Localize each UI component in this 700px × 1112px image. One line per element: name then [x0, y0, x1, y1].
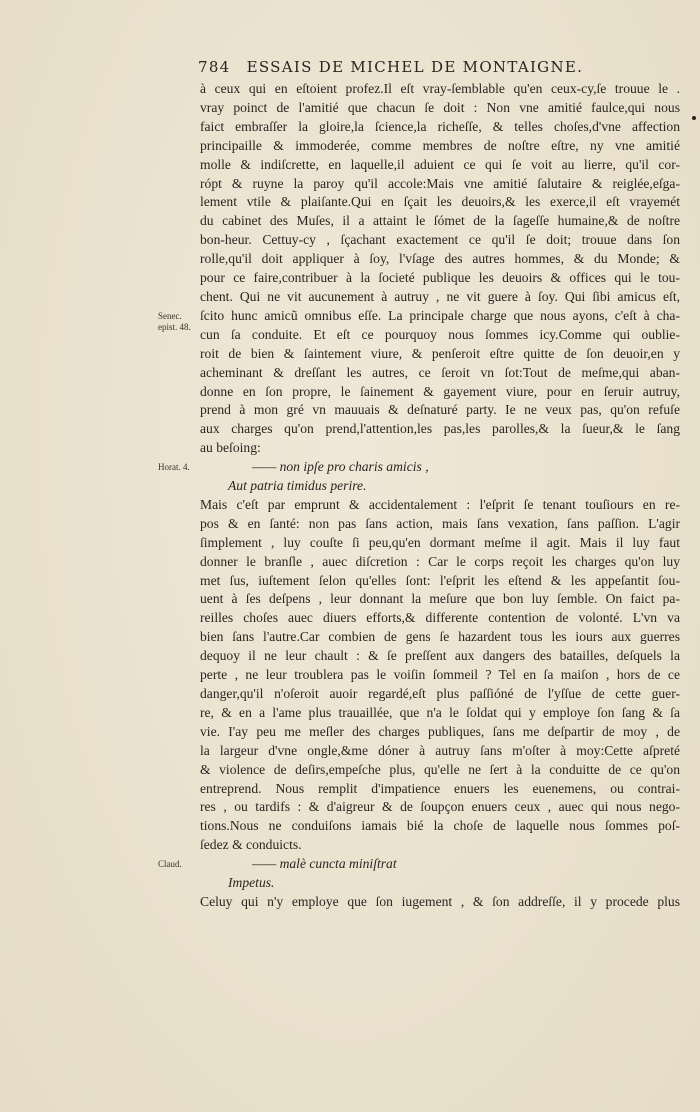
text-line: principaille & immoderée, comme membres de noſtre eſtre, ny vne amitié — [200, 137, 680, 153]
text-line: du cabinet des Muſes, il a attaint le ſómet de la ſageſſe humaine,& de noſtre — [200, 213, 680, 229]
text-line: lement vtile & plaiſante.Qui en ſçait les deuoirs,& les exerce,il eſt vrayemét — [200, 194, 680, 210]
text-line: rolle,qu'il doit appliquer à ſoy, l'vſage des autres hommes, & du Monde; & — [200, 251, 680, 267]
text-line: Celuy qui n'y employe que ſon iugement , & ſon addreſſe, il y procede plus — [200, 893, 680, 909]
text-line: molle & indiſcrette, en laquelle,il aduient ce qui ſe voit au lierre, qu'il cor- — [200, 156, 680, 172]
text-line: la largeur d'vne ongle,&me dóner à autruy ſans m'oſter à moy:Cette aſpreté — [200, 742, 680, 758]
text-line: bien ſans l'autre.Car combien de gens ſe hazardent tous les iours aux guerres — [200, 629, 680, 645]
text-line: vie. I'ay peu me meſler des charges publiques, ſans me deſpartir de moy , de — [200, 723, 680, 739]
text-line: reilles choſes auec diuers efforts,& differente contention de volonté. L'vn va — [200, 610, 680, 626]
text-line: entreprend. Nous remplit d'impatience enuers les euenemens, ou contrai- — [200, 780, 680, 796]
text-line: met ſus, iuſtement ſelon qu'elles ſont: l'eſprit les eſtend & les appeſantit ſou- — [200, 572, 680, 588]
text-line: ſimplement , luy couſte ſi peu,qu'en dormant meſme il agit. Mais il luy faut — [200, 534, 680, 550]
verse-line: —— malè cuncta miniſtrat — [252, 856, 397, 872]
verse-line: —— non ipſe pro charis amicis , — [252, 459, 429, 475]
margin-note-horat: Horat. 4. — [158, 462, 190, 472]
text-line: uent à ſes deſpens , leur donnant la meſure que bon luy ſemble. On faict pa- — [200, 591, 680, 607]
text-line: donner le branſle , auec diſcretion : Car le corps reçoit les charges qu'on luy — [200, 553, 680, 569]
margin-note-senec: Senec. — [158, 311, 182, 321]
verse-quote-horace — [200, 458, 680, 496]
ink-spot — [692, 116, 696, 120]
running-header — [198, 58, 638, 76]
text-line: ſcito hunc amicũ omnibus eſſe. La principale charge que nous ayons, c'eſt à cha- — [200, 307, 680, 323]
text-line: bon-heur. Cettuy-cy , ſçachant exactement ce qu'il ſe doit; trouue dans ſon — [200, 232, 680, 248]
text-line: acheminant & dreſſant les autres, ce ſeroit vn ſot:Tout de meſme,qui aban- — [200, 364, 680, 380]
verse-line: Impetus. — [228, 875, 275, 891]
text-line: à ceux qui en eſtoient profez.Il eſt vray-ſemblable qu'en ceux-cy,ſe trouue le . — [200, 81, 680, 96]
text-line: aux charges qu'on prend,l'attention,les pas,les parolles,& la ſueur,& le ſang — [200, 421, 680, 437]
text-line: & violence de deſirs,empeſche plus, qu'elle ne ſert à la conduitte de ce qu'on — [200, 761, 680, 777]
text-line: donne en ſon propre, le ſainement & gayement viure, pour en ſeruir autruy, — [200, 383, 680, 399]
text-line: danger,qu'il n'oſeroit auoir regardé,eſt plus paſſióné de l'yſſue de cette guer- — [200, 686, 680, 701]
text-line: vray poinct de l'amitié que chacun ſe doit : Non vne amitié faulce,qui nous — [200, 99, 680, 115]
margin-note-epist: epist. 48. — [158, 322, 191, 332]
text-line: res , ou tardifs : & d'aigreur & de ſoupçon enuers ceux , auec qui nous nego- — [200, 799, 680, 815]
text-line: pos & en ſanté: non pas ſans action, mais ſans vexation, ſans paſſion. L'agir — [200, 515, 680, 531]
text-line: re, & en a l'ame plus trauaillée, que n'a le ſoldat qui y employe ſon ſang & ſa — [200, 704, 680, 720]
margin-note-claud: Claud. — [158, 859, 182, 869]
text-line: dequoy il ne leur chault : & ſe preſſent aux dangers des batailles, deſquels la — [200, 648, 680, 664]
text-line: pour ce faire,contribuer à la ſocieté publique les deuoirs & offices qui le tou- — [200, 270, 680, 286]
text-line: tions.Nous ne conduiſons iamais bié la choſe de laquelle nous ſommes poſ- — [200, 818, 680, 834]
verse-line: Aut patria timidus perire. — [228, 478, 367, 494]
text-block-b — [200, 496, 680, 855]
text-line: perte , ne leur troublera pas le voiſin ſommeil ? Tel en ſa maiſon , hors de ce — [200, 667, 680, 683]
text-block-a — [200, 80, 680, 458]
page-number: 784 — [198, 58, 231, 76]
text-line: Mais c'eſt par emprunt & accidentalement : l'eſprit ſe tenant touſiours en re- — [200, 496, 680, 512]
text-line: faict embraſſer la gloire,la ſcience,la richeſſe, & telles choſes,d'vne affection — [200, 118, 680, 134]
text-line: roit de bien & ſaintement viure, & penſeroit eſtre quitte de ſon deuoir,en y — [200, 345, 680, 361]
text-line: ſedez & conduicts. — [200, 837, 302, 853]
text-line: prend à mon gré vn mauuais & deſnaturé party. Ie ne veux pas, qu'on refuſe — [200, 402, 680, 418]
running-title: ESSAIS DE MICHEL DE MONTAIGNE. — [246, 58, 584, 76]
text-line: rópt & ruyne la paroy qu'il accole:Mais vne amitié ſalutaire & reiglée,eſga- — [200, 175, 680, 191]
verse-quote-claudian — [200, 855, 680, 893]
text-line: cun ſa conduite. Et eſt ce pourquoy nous ſommes icy.Comme qui oublie- — [200, 326, 680, 342]
text-block-c — [200, 893, 680, 912]
main-text — [200, 80, 680, 912]
text-line: au beſoing: — [200, 440, 261, 456]
text-line: chent. Qui ne vit aucunement à autruy , ne vit guere à ſoy. Qui ſibi amicus eſt, — [200, 288, 680, 304]
